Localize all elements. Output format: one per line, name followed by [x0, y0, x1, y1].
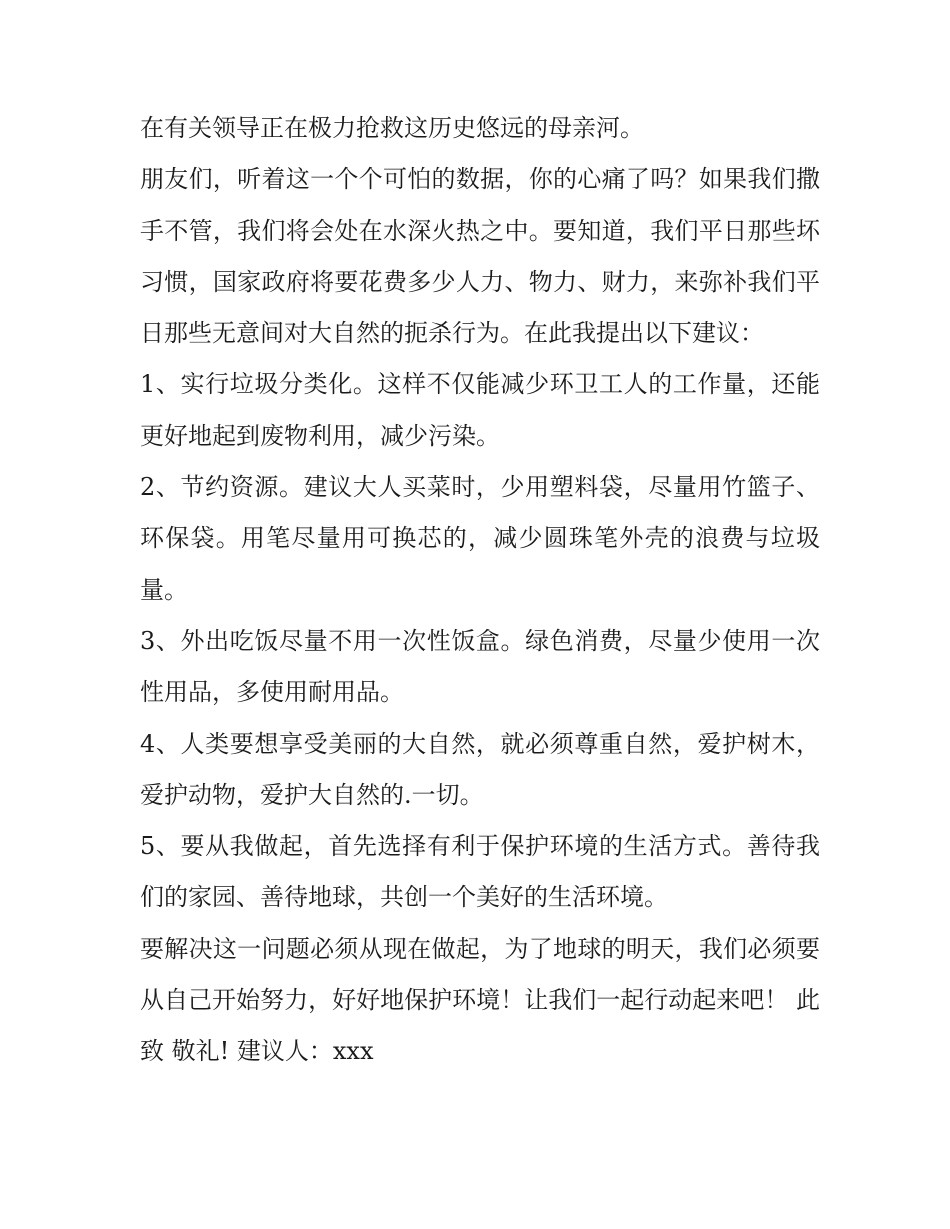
suggestion-item-4: 4、人类要想享受美丽的大自然，就必须尊重自然，爱护树木，爱护动物，爱护大自然的.一切。	[140, 729, 820, 809]
document-body	[140, 103, 820, 1078]
paragraph-intro-continuation: 在有关领导正在极力抢救这历史悠远的母亲河。	[140, 114, 644, 142]
suggestion-item-1: 1、实行垃圾分类化。这样不仅能减少环卫工人的工作量，还能更好地起到废物利用，减少污染。	[140, 370, 820, 450]
suggestion-item-3: 3、外出吃饭尽量不用一次性饭盒。绿色消费，尽量少使用一次性用品，多使用耐用品。	[140, 626, 820, 707]
paragraph-appeal: 朋友们，听着这一个个可怕的数据，你的心痛了吗？如果我们撒手不管，我们将会处在水深火热之中。要知道，我们平日那些坏习惯，国家政府将要花费多少人力、物力、财力，来弥补我们平日那些无意间对大自然的扼杀行为。在此我提出以下建议：	[140, 165, 820, 348]
suggestion-item-5: 5、要从我做起，首先选择有利于保护环境的生活方式。善待我们的家园、善待地球，共创一个美好的生活环境。	[140, 832, 820, 912]
paragraph-closing: 要解决这一问题必须从现在做起，为了地球的明天，我们必须要从自己开始努力，好好地保护环境！让我们一起行动起来吧！ 此致 敬礼! 建议人：xxx	[140, 934, 820, 1066]
suggestion-item-2: 2、节约资源。建议大人买菜时，少用塑料袋，尽量用竹篮子、环保袋。用笔尽量用可换芯的，减少圆珠笔外壳的浪费与垃圾量。	[140, 473, 820, 604]
